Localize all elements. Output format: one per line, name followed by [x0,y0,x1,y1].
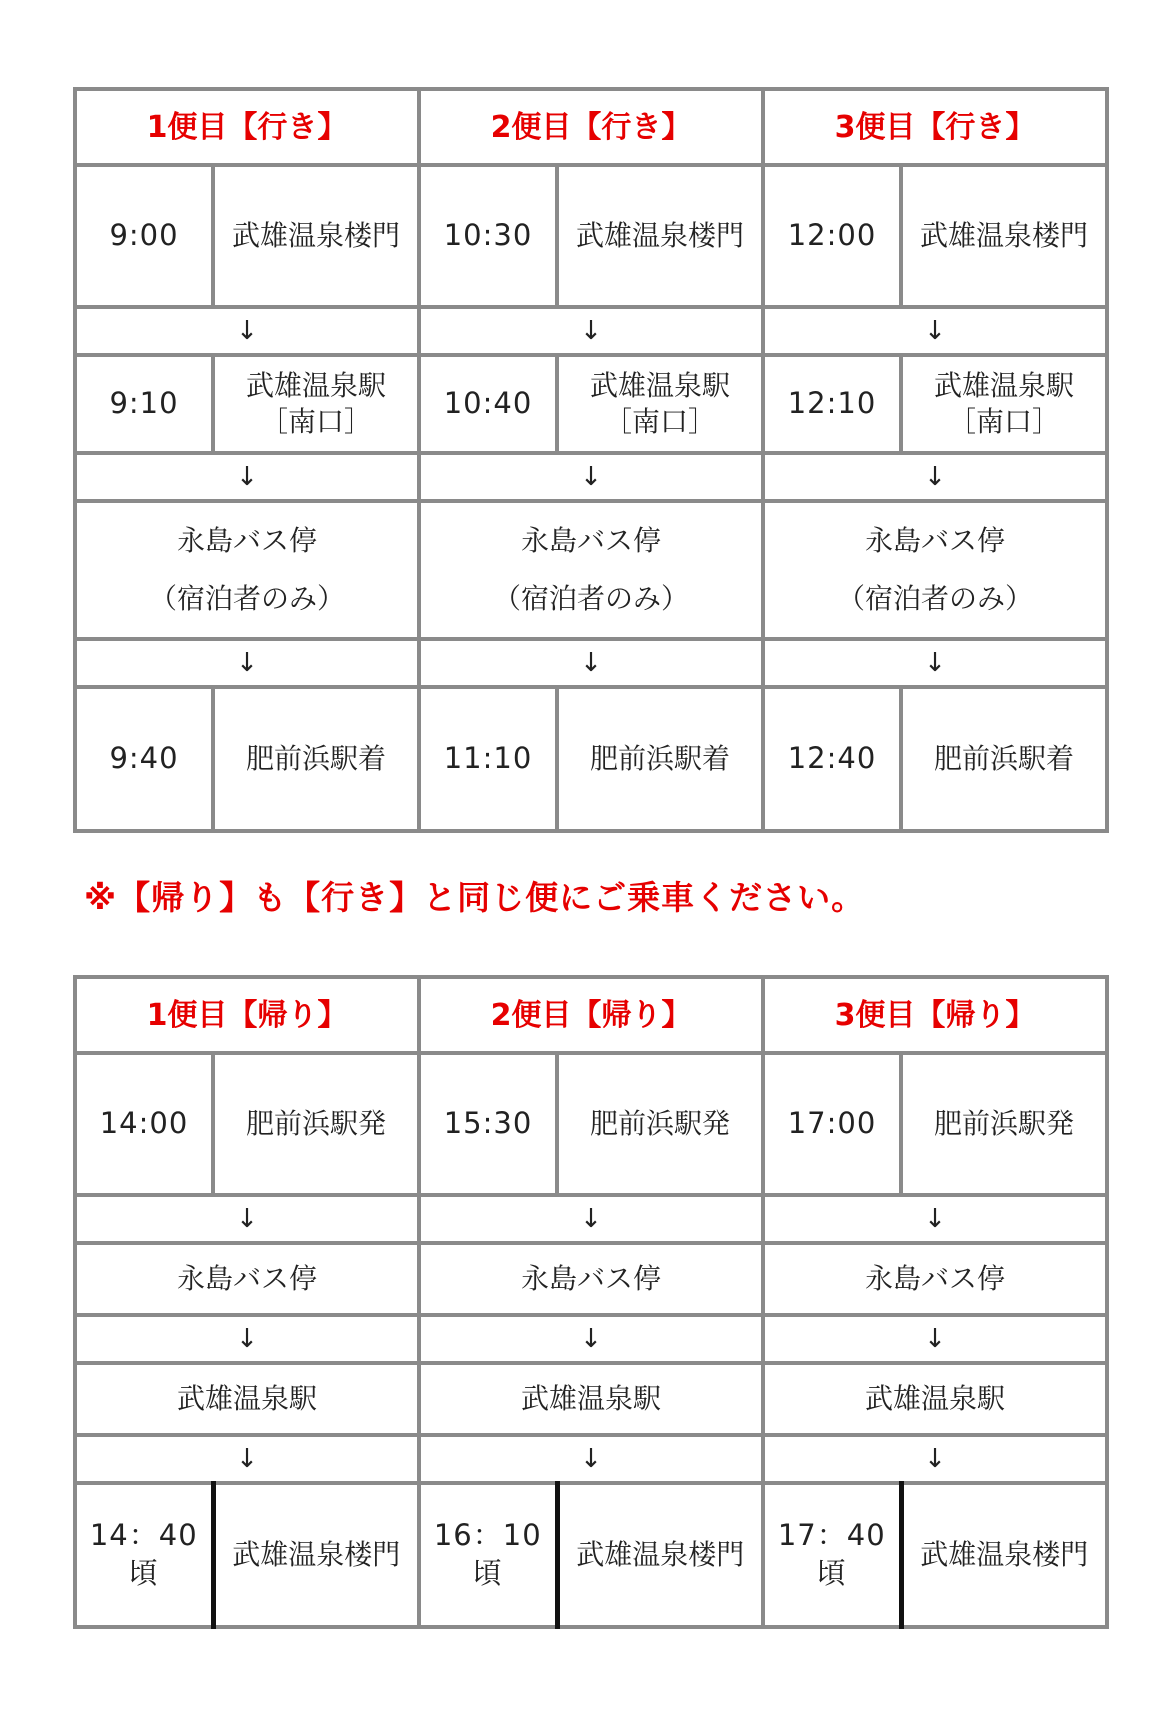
outbound-third-row [75,501,1107,639]
return-end-row [75,1483,1107,1627]
down-arrow-icon: ↓ [75,453,419,501]
outbound-trip-2-second-time: 10:40 [419,355,557,453]
return-trip-3-end-time [763,1483,901,1627]
outbound-trip-1-header: 1便目【行き】 [75,89,419,165]
return-trip-3-third-place: 武雄温泉駅 [763,1363,1107,1435]
stop-name: 永島バス停 [864,524,1005,557]
return-third-row [75,1363,1107,1435]
station-exit: ［南口］ [603,405,716,438]
down-arrow-icon: ↓ [763,1195,1107,1243]
arrival-time: 14：40 [89,1518,198,1553]
down-arrow-icon: ↓ [419,1315,763,1363]
return-trip-1-header: 1便目【帰り】 [75,977,419,1053]
outbound-second-row [75,355,1107,453]
outbound-trip-3-second-place [901,355,1107,453]
outbound-trip-1-second-place [213,355,419,453]
outbound-arrow-row [75,453,1107,501]
return-start-row [75,1053,1107,1195]
outbound-trip-3-start-place: 武雄温泉楼門 [901,165,1107,307]
return-trip-2-third-place: 武雄温泉駅 [419,1363,763,1435]
outbound-arrow-row [75,639,1107,687]
down-arrow-icon: ↓ [419,307,763,355]
outbound-end-row [75,687,1107,831]
outbound-trip-1-start-time: 9:00 [75,165,213,307]
return-trip-3-start-time: 17:00 [763,1053,901,1195]
return-trip-3-second-place: 永島バス停 [763,1243,1107,1315]
return-second-row [75,1243,1107,1315]
outbound-trip-3-end-place: 肥前浜駅着 [901,687,1107,831]
stop-note: （宿泊者のみ） [836,582,1033,615]
return-trip-3-end-place: 武雄温泉楼門 [901,1483,1107,1627]
stop-name: 永島バス停 [520,524,661,557]
outbound-trip-2-start-time: 10:30 [419,165,557,307]
arrival-time: 16：10 [433,1518,542,1553]
return-trip-1-third-place: 武雄温泉駅 [75,1363,419,1435]
down-arrow-icon: ↓ [75,1195,419,1243]
down-arrow-icon: ↓ [75,307,419,355]
down-arrow-icon: ↓ [763,453,1107,501]
approx-label: 頃 [816,1556,847,1590]
outbound-arrow-row [75,307,1107,355]
return-arrow-row [75,1435,1107,1483]
down-arrow-icon: ↓ [763,1315,1107,1363]
outbound-header-row [75,89,1107,165]
arrival-time: 17：40 [777,1518,886,1553]
outbound-trip-2-end-place: 肥前浜駅着 [557,687,763,831]
return-trip-1-end-time [75,1483,213,1627]
return-trip-2-second-place: 永島バス停 [419,1243,763,1315]
down-arrow-icon: ↓ [763,1435,1107,1483]
down-arrow-icon: ↓ [419,1195,763,1243]
outbound-trip-1-end-time: 9:40 [75,687,213,831]
outbound-trip-2-start-place: 武雄温泉楼門 [557,165,763,307]
down-arrow-icon: ↓ [419,639,763,687]
outbound-trip-2-third-place [419,501,763,639]
station-exit: ［南口］ [259,405,372,438]
return-arrow-row [75,1195,1107,1243]
station-name: 武雄温泉駅 [933,368,1074,402]
return-trip-1-start-place: 肥前浜駅発 [213,1053,419,1195]
station-exit: ［南口］ [947,405,1060,438]
outbound-trip-2-header: 2便目【行き】 [419,89,763,165]
outbound-trip-2-second-place [557,355,763,453]
stop-note: （宿泊者のみ） [148,582,345,615]
return-trip-2-end-time [419,1483,557,1627]
down-arrow-icon: ↓ [419,1435,763,1483]
down-arrow-icon: ↓ [75,1435,419,1483]
return-trip-2-end-place: 武雄温泉楼門 [557,1483,763,1627]
outbound-trip-2-end-time: 11:10 [419,687,557,831]
return-timetable [73,975,1109,1629]
outbound-start-row [75,165,1107,307]
return-trip-3-start-place: 肥前浜駅発 [901,1053,1107,1195]
outbound-trip-1-end-place: 肥前浜駅着 [213,687,419,831]
return-trip-notice: ※【帰り】も【行き】と同じ便にご乗車ください。 [84,878,866,917]
return-header-row [75,977,1107,1053]
return-trip-2-header: 2便目【帰り】 [419,977,763,1053]
return-trip-1-second-place: 永島バス停 [75,1243,419,1315]
return-trip-2-start-place: 肥前浜駅発 [557,1053,763,1195]
station-name: 武雄温泉駅 [245,368,386,402]
stop-name: 永島バス停 [176,524,317,557]
return-trip-2-start-time: 15:30 [419,1053,557,1195]
outbound-trip-3-end-time: 12:40 [763,687,901,831]
return-trip-3-header: 3便目【帰り】 [763,977,1107,1053]
down-arrow-icon: ↓ [419,453,763,501]
approx-label: 頃 [472,1556,503,1590]
outbound-trip-3-start-time: 12:00 [763,165,901,307]
outbound-trip-3-third-place [763,501,1107,639]
return-arrow-row [75,1315,1107,1363]
station-name: 武雄温泉駅 [589,368,730,402]
outbound-timetable [73,87,1109,833]
down-arrow-icon: ↓ [763,307,1107,355]
outbound-trip-3-header: 3便目【行き】 [763,89,1107,165]
outbound-trip-3-second-time: 12:10 [763,355,901,453]
outbound-trip-1-second-time: 9:10 [75,355,213,453]
return-trip-1-start-time: 14:00 [75,1053,213,1195]
approx-label: 頃 [128,1556,159,1590]
down-arrow-icon: ↓ [763,639,1107,687]
outbound-trip-1-start-place: 武雄温泉楼門 [213,165,419,307]
stop-note: （宿泊者のみ） [492,582,689,615]
outbound-trip-1-third-place [75,501,419,639]
down-arrow-icon: ↓ [75,1315,419,1363]
down-arrow-icon: ↓ [75,639,419,687]
return-trip-1-end-place: 武雄温泉楼門 [213,1483,419,1627]
